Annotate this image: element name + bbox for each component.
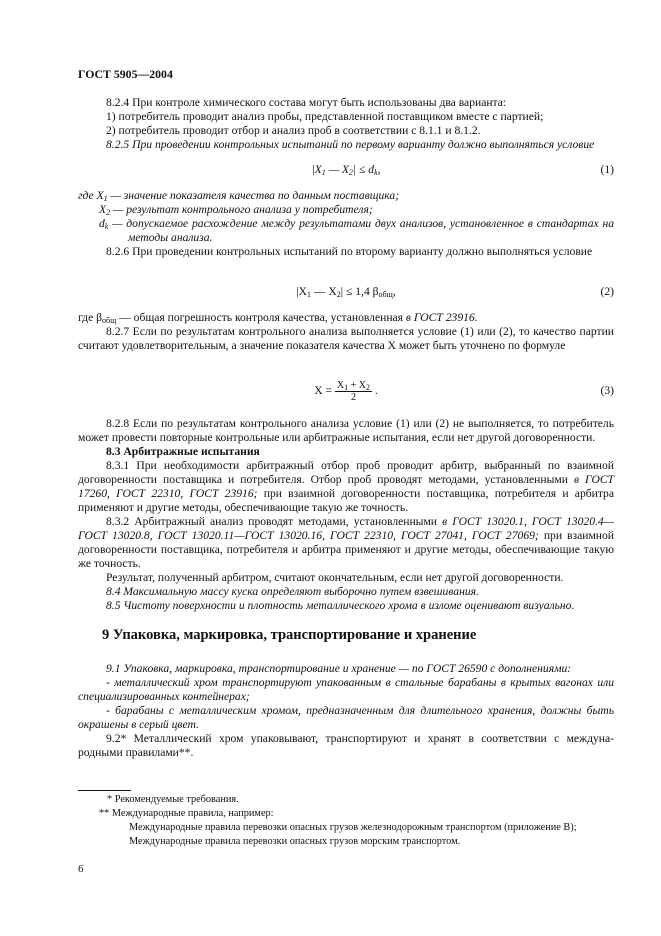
paragraph-8-2-6: 8.2.6 При проведении контрольных испытаний по второму варианту должно выполняться условие: [106, 245, 593, 258]
where-x1: где $X_1$ — значение показателя качества по данным поставщика;: [78, 189, 400, 203]
paragraph-9-1-a: - металлический хром транспортируют упакованным в стальные барабаны в крытых вагонах или специализированных контейнерах;: [78, 676, 614, 703]
where-x2: $X_2$ — результат контрольного анализа у потребителя;: [99, 203, 373, 217]
formula-1: $|X_1$ — $X_2| \le d_k$, (1): [311, 163, 614, 177]
page-number: 6: [78, 863, 84, 875]
paragraph-8-3-2: 8.3.2 Арбитражный анализ проводят методами, установленными в ГОСТ 13020.1, ГОСТ 13020.4—ГОСТ 13020.8, ГОСТ 13020.11—ГОСТ 13020.16, ГОСТ 22310, ГОСТ 27041, ГОСТ 27069; при взаимной договоренности поставщика, потребителя и арбитра применяют и другие методы, обеспечивающие такую же точность.: [78, 515, 614, 570]
list-item-1: 1) потребитель проводит анализ пробы, представленной поставщиком вместе с партией;: [106, 110, 544, 123]
paragraph-result: Результат, полученный арбитром, считают окончательным, если нет другой договоренности.: [106, 571, 564, 584]
footnote-divider: [78, 790, 131, 791]
paragraph-9-1: 9.1 Упаковка, маркировка, транспортирование и хранение — по ГОСТ 26590 с дополнениями:: [106, 662, 572, 675]
list-item-2: 2) потребитель проводит отбор и анализ проб в соответствии с 8.1.1 и 8.1.2.: [106, 124, 481, 137]
paragraph-8-3-1: 8.3.1 При необходимости арбитражный отбор проб проводит арбитр, выбранный по взаимной договоренности поставщика и потребителя. Отбор проб проводят методами, установленными в ГОСТ 17260, ГОСТ 22310, ГОСТ 23916; при взаимной договоренности поставщика, потребителя и арбитра применяют и другие методы, обеспечивающие такую же точность.: [78, 459, 615, 514]
formula-3: X = $\frac{X_1 + X_2}{2}$ . (3): [314, 380, 614, 403]
formula-number: (3): [600, 384, 614, 397]
heading-section-9: 9 Упаковка, маркировка, транспортирование и хранение: [102, 627, 477, 643]
paragraph-9-2: 9.2* Металлический хром упаковывают, транспортируют и хранят в соответствии с междуна-родными правилами**.: [78, 732, 614, 759]
heading-8-3: 8.3 Арбитражные испытания: [106, 445, 260, 458]
section-9: [78, 662, 614, 760]
footnote-2-item: Международные правила перевозки опасных грузов морским транспортом.: [129, 836, 461, 847]
paragraph-8-4: 8.4 Максимальную массу куска определяют выборочно путем взвешивания.: [106, 585, 479, 598]
formula-number: (2): [600, 285, 614, 298]
where-beta: где $\beta_{общ}$ — общая погрешность контроля качества, установленная в ГОСТ 23916.: [78, 311, 478, 325]
paragraph-8-2-4: 8.2.4 При контроле химического состава могут быть использованы два варианта:: [106, 96, 507, 109]
paragraph-8-5: 8.5 Чистоту поверхности и плотность металлического хрома в изломе оценивают визуально.: [106, 599, 575, 612]
formula-2: $|X_1$ — $X_2| \le 1,4$ $\beta_{общ}$, (2): [296, 285, 614, 299]
section-8-2-4: [78, 96, 614, 152]
section-8-2-7: [78, 311, 614, 353]
paragraph-8-2-7: 8.2.7 Если по результатам контрольного анализа выполняется условие (1) или (2), то качество партии считают удовлетворительным, а значение показателя качества X может быть уточнено по формуле: [78, 325, 614, 352]
paragraph-9-1-b: - барабаны с металлическим хромом, предназначенным для длительного хранения, должны быть окрашены в серый цвет.: [78, 704, 614, 731]
footnote-2: ** Международные правила, например:: [99, 808, 274, 819]
footnote-2-item: Международные правила перевозки опасных грузов железнодорожным транспортом (приложение В);: [129, 822, 577, 833]
formula-number: (1): [600, 163, 614, 176]
where-dk: $d_k$ — допускаемое расхождение между результатами двух анализов, установленное в стандартах на методы анализа.: [99, 217, 614, 244]
paragraph-8-2-8: 8.2.8 Если по результатам контрольного анализа условие (1) или (2) не выполняется, то потребитель может провести повторные контрольные или арбитражные испытания, если нет другой договоренности.: [78, 417, 614, 444]
document-header: ГОСТ 5905—2004: [78, 67, 173, 81]
footnotes: [78, 793, 638, 849]
section-8-2-8-to-8-5: [78, 417, 614, 613]
where-list-1: [78, 189, 614, 259]
footnote-1: * Рекомендуемые требования.: [107, 794, 239, 805]
paragraph-8-2-5: 8.2.5 При проведении контрольных испытаний по первому варианту должно выполняться условие: [106, 138, 595, 151]
